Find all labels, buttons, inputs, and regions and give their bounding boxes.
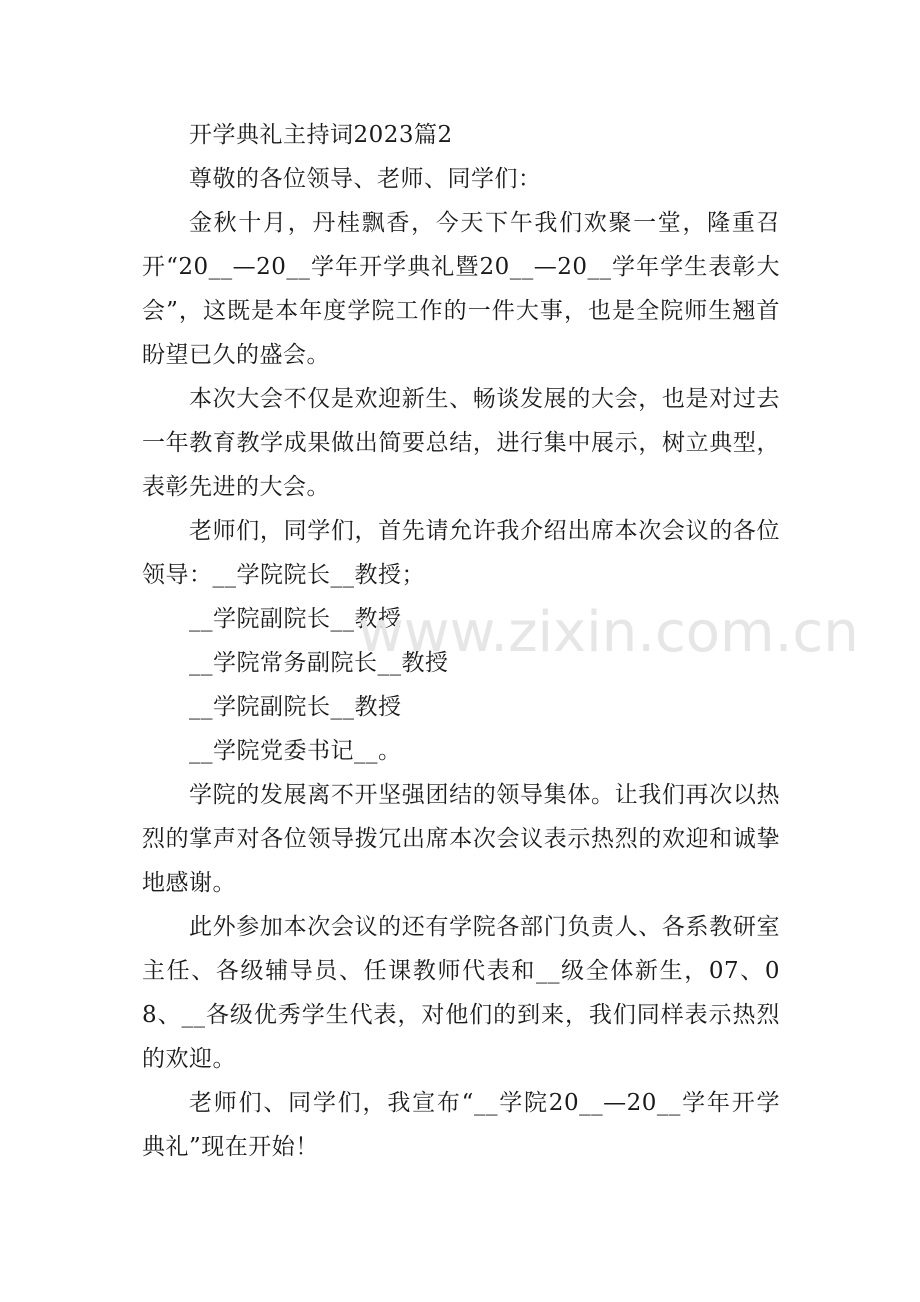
paragraph-purpose: 本次大会不仅是欢迎新生、畅谈发展的大会，也是对过去一年教育教学成果做出简要总结，进行集中展示，树立典型，表彰先进的大会。	[142, 386, 780, 500]
paragraph-leader-party-secretary: __学院党委书记__。	[189, 738, 402, 764]
paragraph-introduce-leaders: 老师们，同学们，首先请允许我介绍出席本次会议的各位领导：__学院院长__教授；	[142, 518, 780, 588]
watermark: www.zixin.com.cn	[358, 600, 859, 665]
document-body	[142, 113, 780, 1169]
paragraph-leader-vice-dean-2: __学院副院长__教授	[189, 694, 402, 720]
document-title: 开学典礼主持词2023篇2	[189, 122, 453, 148]
paragraph-welcome-leaders: 学院的发展离不开坚强团结的领导集体。让我们再次以热烈的掌声对各位领导拨冗出席本次会议表示热烈的欢迎和诚挚地感谢。	[142, 782, 780, 896]
paragraph-opening: 金秋十月，丹桂飘香，今天下午我们欢聚一堂，隆重召开“20__—20__学年开学典礼暨20__—20__学年学生表彰大会”，这既是本年度学院工作的一件大事，也是全院师生翘首盼望已久的盛会。	[142, 210, 780, 368]
paragraph-leader-vice-dean-1: __学院副院长__教授	[189, 606, 402, 632]
paragraph-attendees: 此外参加本次会议的还有学院各部门负责人、各系教研室主任、各级辅导员、任课教师代表和__级全体新生，07、08、__各级优秀学生代表，对他们的到来，我们同样表示热烈的欢迎。	[142, 914, 780, 1072]
paragraph-leader-executive-vice-dean: __学院常务副院长__教授	[189, 650, 449, 676]
paragraph-announcement: 老师们、同学们，我宣布“__学院20__—20__学年开学典礼”现在开始！	[142, 1090, 780, 1160]
paragraph-salutation: 尊敬的各位领导、老师、同学们：	[189, 166, 542, 192]
